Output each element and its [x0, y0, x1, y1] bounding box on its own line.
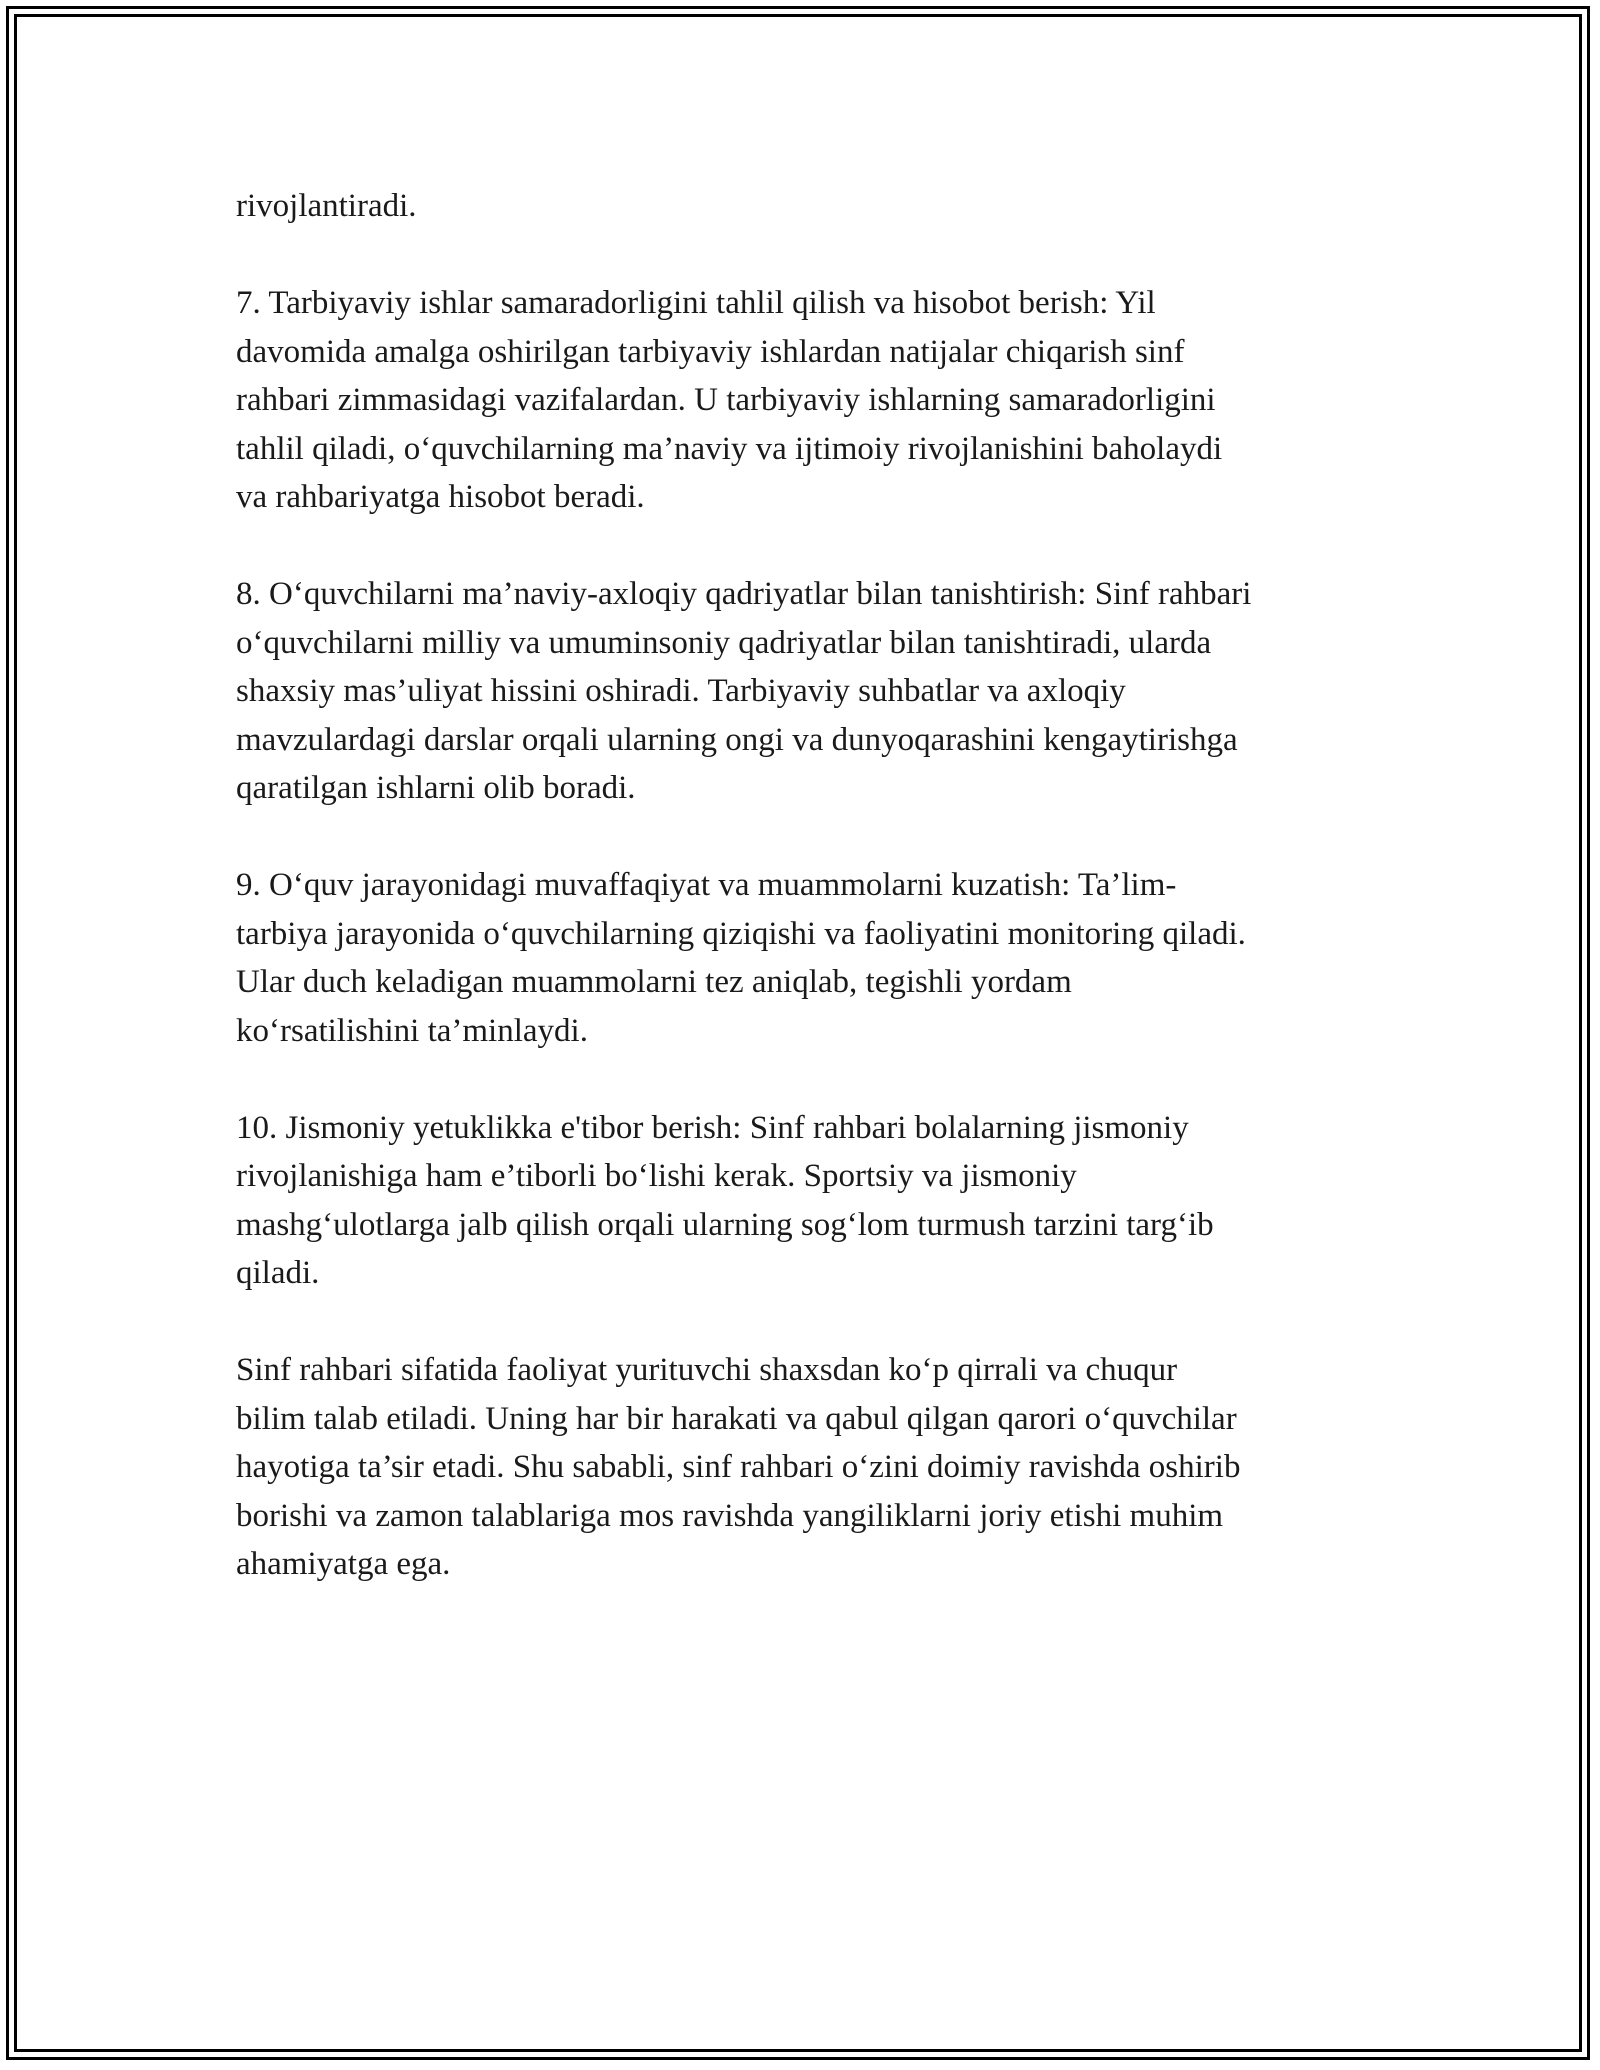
paragraph-item-7: 7. Tarbiyaviy ishlar samaradorligini tahlil qilish va hisobot berish: Yil davomida amalga oshirilgan tarbiyaviy ishlardan natijalar chiqarish sinf rahbari zimmasidagi vazifalardan. U tarbiyaviy ishlarning samaradorligini tahlil qiladi, o‘quvchilarning ma’naviy va ijtimoiy rivojlanishini baholaydi va rahbariyatga hisobot beradi.	[236, 285, 1223, 515]
document-body	[236, 182, 1376, 1589]
paragraph-continuation: rivojlantiradi.	[236, 188, 417, 224]
paragraph-item-9: 9. O‘quv jarayonidagi muvaffaqiyat va muammolarni kuzatish: Ta’lim- tarbiya jarayonida o‘quvchilarning qiziqishi va faoliyatini monitoring qiladi. Ular duch keladigan muammolarni tez aniqlab, tegishli yordam ko‘rsatilishini ta’minlaydi.	[236, 867, 1246, 1049]
paragraph-item-10: 10. Jismoniy yetuklikka e'tibor berish: Sinf rahbari bolalarning jismoniy rivojlanishiga ham e’tiborli bo‘lishi kerak. Sportsiy va jismoniy mashg‘ulotlarga jalb qilish orqali ularning sog‘lom turmush tarzini targ‘ib qiladi.	[236, 1109, 1214, 1291]
paragraph-conclusion: Sinf rahbari sifatida faoliyat yurituvchi shaxsdan ko‘p qirrali va chuqur bilim talab etiladi. Uning har bir harakati va qabul qilgan qarori o‘quvchilar hayotiga ta’sir etadi. Shu sababli, sinf rahbari o‘zini doimiy ravishda oshirib borishi va zamon talablariga mos ravishda yangiliklarni joriy etishi muhim ahamiyatga ega.	[236, 1352, 1241, 1582]
paragraph-item-8: 8. O‘quvchilarni ma’naviy-axloqiy qadriyatlar bilan tanishtirish: Sinf rahbari o‘quvchilarni milliy va umuminsoniy qadriyatlar bilan tanishtiradi, ularda shaxsiy mas’uliyat hissini oshiradi. Tarbiyaviy suhbatlar va axloqiy mavzulardagi darslar orqali ularning ongi va dunyoqarashini kengaytirishga qaratilgan ishlarni olib boradi.	[236, 576, 1252, 806]
